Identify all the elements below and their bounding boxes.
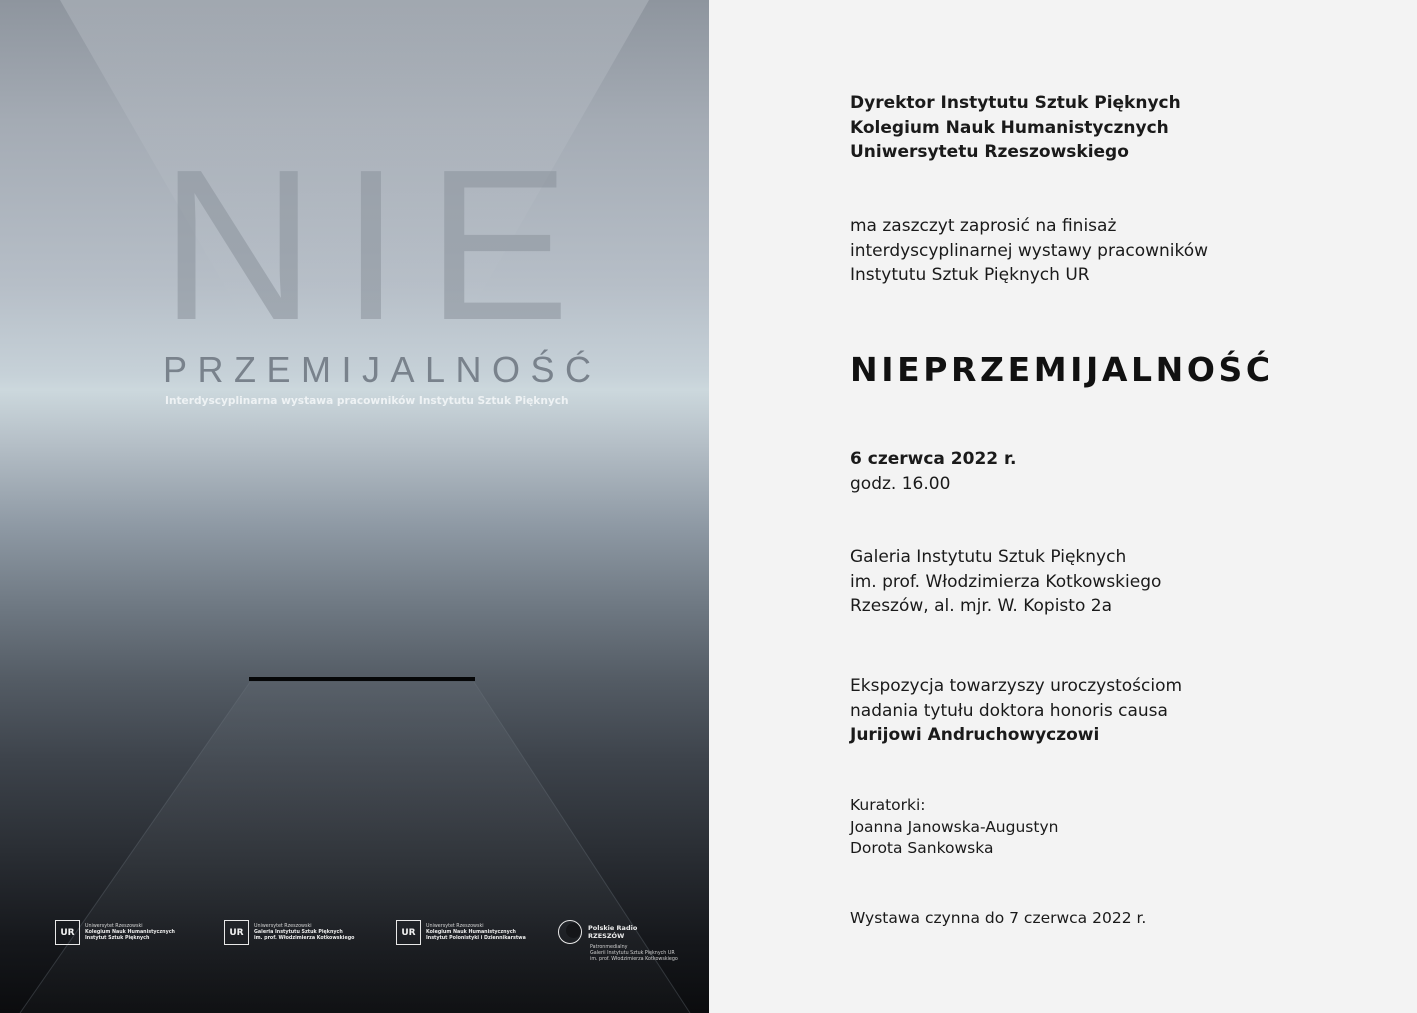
logo-line: Kolegium Nauk Humanistycznych <box>85 929 175 935</box>
venue-line: im. prof. Włodzimierza Kotkowskiego <box>850 571 1162 592</box>
logo-line: Uniwersytet Rzeszowski <box>426 923 484 929</box>
big-letter: N <box>160 124 316 365</box>
ceremony-line: Ekspozycja towarzyszy uroczystościom <box>850 676 1183 696</box>
radio-name <box>588 924 637 940</box>
ur-logo-icon: UR <box>396 920 421 945</box>
logo-line: Uniwersytet Rzeszowski <box>85 923 143 929</box>
logo-ur-kolegium <box>55 920 175 945</box>
curators-label: Kuratorki: <box>850 796 926 814</box>
big-letter: I <box>341 124 401 365</box>
logo-polskie-radio <box>558 920 637 944</box>
ur-logo-icon: UR <box>224 920 249 945</box>
logo-caption <box>426 924 526 942</box>
logo-caption <box>85 924 175 942</box>
radio-logo-icon <box>558 920 582 944</box>
radio-sub-line: Galerii Instytutu Sztuk Pięknych UR <box>590 951 675 956</box>
exhibition-title: NIEPRZEMIJALNOŚĆ <box>850 350 1274 389</box>
poster-title: PRZEMIJALNOŚĆ <box>163 349 602 390</box>
poster-big-letters <box>160 124 570 365</box>
logo-line: Kolegium Nauk Humanistycznych <box>426 929 516 935</box>
event-date: 6 czerwca 2022 r. <box>850 449 1017 469</box>
host-line: Dyrektor Instytutu Sztuk Pięknych <box>850 93 1181 113</box>
intro-line: ma zaszczyt zaprosić na finisaż <box>850 216 1117 236</box>
poster-subtitle: Interdyscyplinarna wystawa pracowników Instytutu Sztuk Pięknych <box>165 395 569 407</box>
radio-name-line: RZESZÓW <box>588 932 625 940</box>
venue-block <box>850 545 1161 619</box>
horizon-slit <box>249 677 475 681</box>
radio-sub-line: Patronmedialny <box>590 945 628 950</box>
host-line: Kolegium Nauk Humanistycznych <box>850 117 1169 138</box>
radio-sub-line: im. prof. Włodzimierza Kotkowskiego <box>590 957 678 962</box>
radio-name-line: Polskie Radio <box>588 924 638 932</box>
venue-line: Rzeszów, al. mjr. W. Kopisto 2a <box>850 596 1112 616</box>
logo-caption <box>254 924 354 942</box>
logo-line: Instytut Sztuk Pięknych <box>85 935 150 941</box>
date-block <box>850 447 1016 496</box>
big-letter: E <box>426 124 570 365</box>
logo-ur-galeria <box>224 920 354 945</box>
logo-line: Galeria Instytutu Sztuk Pięknych <box>254 929 343 935</box>
intro-line: interdyscyplinarnej wystawy pracowników <box>850 240 1209 261</box>
closing-note: Wystawa czynna do 7 czerwca 2022 r. <box>850 909 1147 927</box>
radio-patron-caption <box>590 945 678 963</box>
logo-ur-polonistyka <box>396 920 526 945</box>
host-block <box>850 91 1181 165</box>
ceremony-line: nadania tytułu doktora honoris causa <box>850 700 1168 721</box>
venue-line: Galeria Instytutu Sztuk Pięknych <box>850 547 1127 567</box>
logo-line: im. prof. Włodzimierza Kotkowskiego <box>254 935 355 941</box>
intro-line: Instytutu Sztuk Pięknych UR <box>850 265 1090 285</box>
logo-line: Instytut Polonistyki i Dziennikarstwa <box>426 935 526 941</box>
curator-name: Dorota Sankowska <box>850 839 994 857</box>
ur-logo-icon: UR <box>55 920 80 945</box>
host-line: Uniwersytetu Rzeszowskiego <box>850 142 1129 162</box>
invitation-panel <box>709 0 1417 1013</box>
intro-block <box>850 214 1208 288</box>
honoree-name: Jurijowi Andruchowyczowi <box>850 725 1100 745</box>
curator-name: Joanna Janowska-Augustyn <box>850 817 1059 836</box>
event-time: godz. 16.00 <box>850 473 951 494</box>
logo-line: Uniwersytet Rzeszowski <box>254 923 312 929</box>
curators-block <box>850 795 1058 860</box>
ceremony-block <box>850 674 1182 748</box>
